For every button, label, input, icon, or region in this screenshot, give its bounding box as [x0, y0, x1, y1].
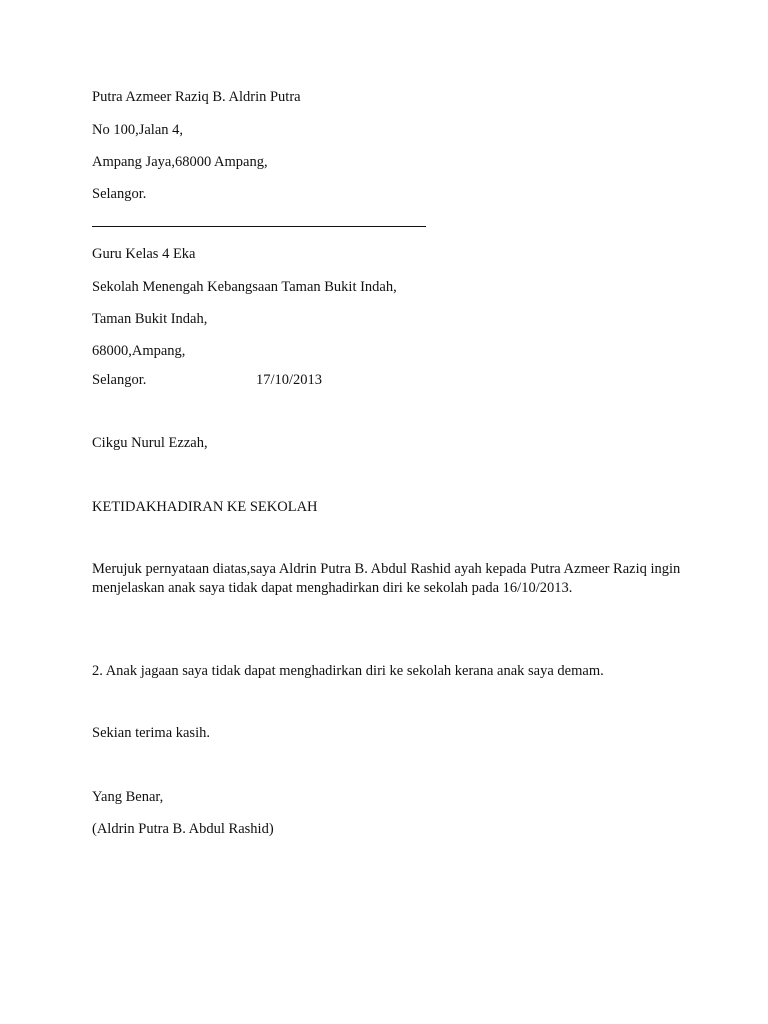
salutation: Cikgu Nurul Ezzah,	[92, 435, 208, 451]
sender-name: Putra Azmeer Raziq B. Aldrin Putra	[92, 89, 301, 105]
sender-address-line2: Ampang Jaya,68000 Ampang,	[92, 154, 268, 170]
recipient-school: Sekolah Menengah Kebangsaan Taman Bukit Indah,	[92, 279, 397, 295]
body-paragraph-1: Merujuk pernyataan diatas,saya Aldrin Putra B. Abdul Rashid ayah kepada Putra Azmeer Raziq ingin menjelaskan anak saya tidak dapat menghadirkan diri ke sekolah pada 16/10/2013.	[92, 561, 681, 596]
signature-name: (Aldrin Putra B. Abdul Rashid)	[92, 821, 274, 837]
sender-address-line1: No 100,Jalan 4,	[92, 122, 184, 138]
recipient-title: Guru Kelas 4 Eka	[92, 246, 196, 262]
separator-line	[92, 226, 426, 227]
recipient-address-line2: 68000,Ampang,	[92, 343, 186, 359]
recipient-address-line1: Taman Bukit Indah,	[92, 311, 208, 327]
sender-address-line3: Selangor.	[92, 186, 147, 202]
subject-heading: KETIDAKHADIRAN KE SEKOLAH	[92, 499, 318, 515]
signoff-closing: Yang Benar,	[92, 789, 164, 805]
body-paragraph-2: 2. Anak jagaan saya tidak dapat menghadirkan diri ke sekolah kerana anak saya demam.	[92, 663, 604, 679]
recipient-address-line3: Selangor.	[92, 372, 147, 388]
closing-remark: Sekian terima kasih.	[92, 725, 210, 741]
letter-date: 17/10/2013	[256, 372, 323, 388]
